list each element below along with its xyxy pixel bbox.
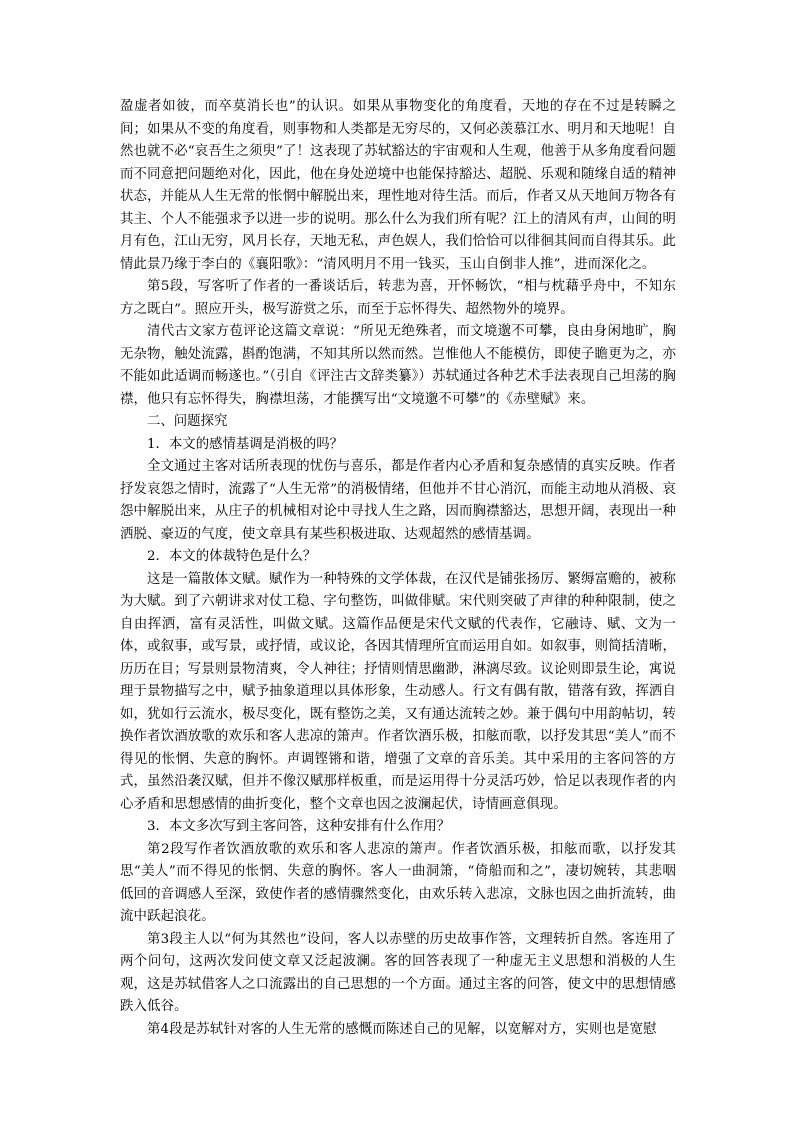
question-heading-2: 2．本文的体裁特色是什么？ [147,549,317,564]
answer-paragraph-1: 全文通过主客对话所表现的忧伤与喜乐，都是作者内心矛盾和复杂感情的真实反映。作者抒发哀怨之情时，流露了“人生无常”的消极情绪，但他并不甘心消沉，而能主动地从消极、哀怨中解脱出来，从庄子的机械相对论中寻找人生之路，因而胸襟豁达，思想开阔，表现出一种洒脱、豪迈的气度，使文章具有某些积极进取、达观超然的感情基调。 [120,459,676,542]
section-heading-inquiry: 二、问题探究 [147,414,228,429]
question-heading-3: 3．本文多次写到主客问答，这种安排有什么作用？ [147,819,451,834]
answer-paragraph-2: 这是一篇散体文赋。赋作为一种特殊的文学体裁，在汉代是铺张扬厉、繁缛富赡的，被称为大赋。到了六朝讲求对仗工稳、字句整饬，叫做俳赋。宋代则突破了声律的种种限制，使之自由挥洒，富有灵活性，叫做文赋。这篇作品便是宋代文赋的代表作，它融诗、赋、文为一体，或叙事，或写景，或抒情，或议论，各因其情理所宜而运用自如。如叙事，则简括清晰，历历在目；写景则景物清爽，令人神往；抒情则情思幽渺，淋漓尽致。议论则即景生论，寓说理于景物描写之中，赋予抽象道理以具体形象，生动感人。行文有偶有散，错落有致，挥洒自如，犹如行云流水，极尽变化，既有整饬之美，又有通达流转之妙。兼于偶句中用韵帖切，转换作者饮酒放歌的欢乐和客人悲凉的箫声。作者饮酒乐极，扣舷而歌，以抒发其思“美人”而不得见的怅惘、失意的胸怀。声调铿锵和谐，增强了文章的音乐美。其中采用的主客问答的方式，虽然沿袭汉赋，但并不像汉赋那样板重，而是运用得十分灵活巧妙，恰足以表现作者的内心矛盾和思想感情的曲折变化，整个文章也因之波澜起伏，诗情画意俱现。 [120,571,676,812]
document-page [120,96,676,1041]
paragraph-intro: 盈虚者如彼，而卒莫消长也”的认识。如果从事物变化的角度看，天地的存在不过是转瞬之间；如果从不变的角度看，则事物和人类都是无穷尽的，又何必羡慕江水、明月和天地呢！自然也就不必“哀吾生之须臾”了！这表现了苏轼豁达的宇宙观和人生观，他善于从多角度看问题而不同意把问题绝对化，因此，他在身处逆境中也能保持豁达、超脱、乐观和随缘自适的精神状态，并能从人生无常的怅惘中解脱出来，理性地对待生活。而后，作者又从天地间万物各有其主、个人不能强求予以进一步的说明。那么什么为我们所有呢？江上的清风有声，山间的明月有色，江山无穷，风月长存，天地无私，声色娱人，我们恰恰可以徘徊其间而自得其乐。此情此景乃缘于李白的《襄阳歌》：“清风明月不用一钱买，玉山自倒非人推”，进而深化之。 [120,99,676,272]
question-heading-1: 1．本文的感情基调是消极的吗？ [147,436,343,452]
paragraph-section-5: 第5段，写客听了作者的一番谈话后，转悲为喜，开怀畅饮，“相与枕藉乎舟中，不知东方之既白”。照应开头，极写游赏之乐，而至于忘怀得失、超然物外的境界。 [120,279,676,317]
answer-paragraph-3c: 第4段是苏轼针对客的人生无常的感慨而陈述自己的见解，以宽解对方，实则也是宽慰 [147,1021,657,1037]
paragraph-fang-bao-comment: 清代古文家方苞评论这篇文章说：“所见无绝殊者，而文境邈不可攀，良由身闲地旷，胸无杂物，触处流露，斟酌饱满，不知其所以然而然。岂惟他人不能模仿，即使子瞻更为之，亦不能如此适调而畅遂也。”（引自《评注古文辞类纂》）苏轼通过各种艺术手法表现自己坦荡的胸襟，他只有忘怀得失，胸襟坦荡，才能撰写出“文境邈不可攀”的《赤壁赋》来。 [120,324,676,407]
answer-paragraph-3a: 第2段写作者饮酒放歌的欢乐和客人悲凉的箫声。作者饮酒乐极，扣舷而歌，以抒发其思“美人”而不得见的怅惘、失意的胸怀。客人一曲洞箫，“倚船而和之”，凄切婉转，其悲咽低回的音调感人至深，致使作者的感情骤然变化，由欢乐转入悲凉，文脉也因之曲折流转，曲流中跃起浪花。 [120,841,676,924]
answer-paragraph-3b: 第3段主人以“何为其然也”设问，客人以赤壁的历史故事作答，文理转折自然。客连用了两个问句，这两次发问使文章又泛起波澜。客的回答表现了一种虚无主义思想和消极的人生观，这是苏轼借客人之口流露出的自己思想的一个方面。通过主客的问答，使文中的思想情感跌入低谷。 [120,931,676,1014]
